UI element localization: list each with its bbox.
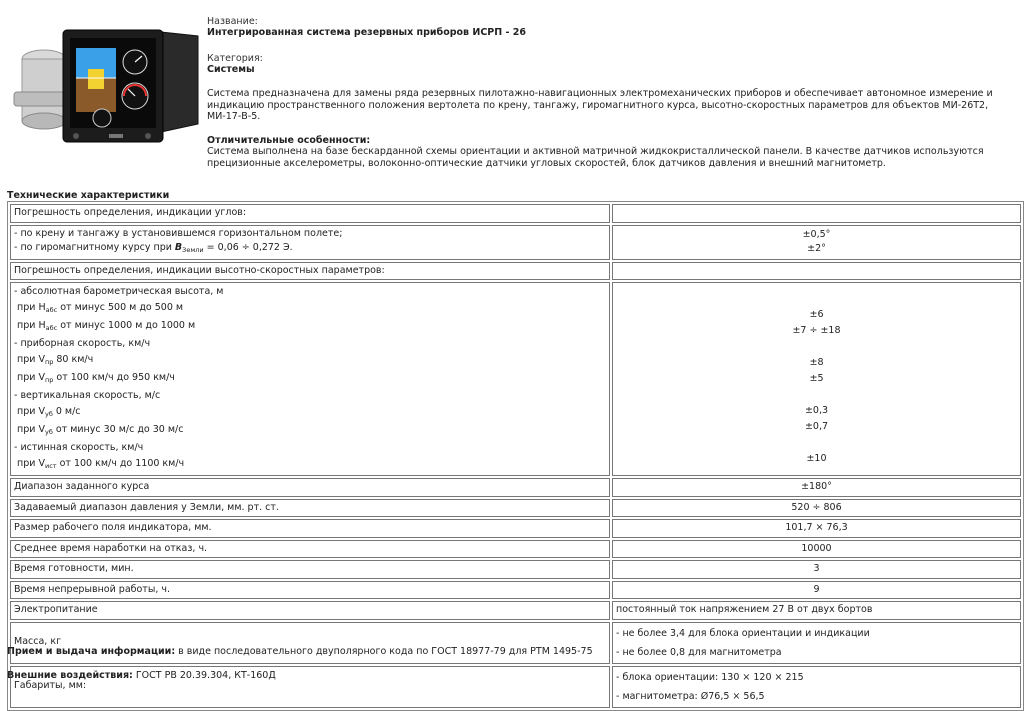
power-label: Электропитание [10,601,610,620]
product-description: Система предназначена для замены ряда резервных пилотажно-навигационных электромеханических приборов и обеспечивает автономное измерение и индикацию пространственного положения вертолета по крену, тангажу, гиромагнитного курса, высотно-скоростных параметров для объектов МИ-26Т2, МИ-17-В-5. [207,88,993,122]
product-name: Интегрированная система резервных приборов ИСРП - 26 [207,27,526,38]
mtbf-value: 10000 [612,540,1021,559]
category-block [207,53,1017,75]
vy2-value: ±0,7 [804,421,829,432]
vs-label: - вертикальная скорость, м/с [14,390,161,401]
table-row [10,282,1021,476]
h2-value: ±7 ÷ ±18 [792,325,841,336]
gyro-course-label: - по гиромагнитному курсу при $B_{Земли} = 0,06 \div 0,272$ Э. [14,242,293,254]
h2-label: при $H_{абс}$ от минус 1000 м до 1000 м [17,320,196,332]
io-line [7,646,593,657]
io-value: в виде последовательного двуполярного кода по ГОСТ 18977-79 для РТМ 1495-75 [175,646,593,657]
ext-label: Внешние воздействия: [7,670,133,681]
alt-speed-header: Погрешность определения, индикации высотно-скоростных параметров: [10,262,610,281]
roll-pitch-label: - по крену и тангажу в установившемся горизонтальном полете; [14,227,343,239]
v1-value: ±8 [809,357,824,368]
table-row [10,581,1021,600]
abs-alt-label: - абсолютная барометрическая высота, м [14,286,224,297]
gyro-course-value: ±2° [807,243,826,254]
vist-label: при $V_{ист}$ от 100 км/ч до 1100 км/ч [17,458,185,470]
mtbf-label: Среднее время наработки на отказ, ч. [10,540,610,559]
vist-value: ±10 [806,453,827,464]
mass-value-1: - не более 3,4 для блока ориентации и индикации [616,627,870,639]
dims-label: Габариты, мм: [10,666,610,708]
features-title: Отличительные особенности: [207,135,371,146]
features-text: Система выполнена на базе бескарданной схемы ориентации и активной матричной жидкокристаллической панели. В качестве датчиков используются прецизионные акселерометры, волоконно-оптические датчики угловых скоростей, блок датчиков давления и внешний магнитометр. [207,146,984,169]
mass-label: Масса, кг [10,622,610,664]
ext-value: ГОСТ РВ 20.39.304, КТ-160Д [132,670,276,681]
indicator-unit-image [63,30,198,142]
ready-value: 3 [612,560,1021,579]
table-row [10,519,1021,538]
h1-value: ±6 [809,309,824,320]
category-label: Категория: [207,53,263,64]
cont-label: Время непрерывной работы, ч. [10,581,610,600]
table-row [10,540,1021,559]
table-row [10,204,1021,223]
h1-label: при $H_{абс}$ от минус 500 м до 500 м [17,302,184,314]
v2-value: ±5 [809,373,824,384]
product-photo [6,14,202,164]
ready-label: Время готовности, мин. [10,560,610,579]
pressure-value: 520 ÷ 806 [612,499,1021,518]
roll-pitch-value: ±0,5° [802,228,831,240]
power-value: постоянный ток напряжением 27 В от двух бортов [612,601,1021,620]
io-label: Прием и выдача информации: [7,646,176,657]
dims-value-2: - магнитометра: Ø76,5 × 56,5 [616,690,765,702]
field-size-label: Размер рабочего поля индикатора, мм. [10,519,610,538]
course-range-value: ±180° [612,478,1021,497]
mass-value-2: - не более 0,8 для магнитометра [616,646,782,658]
angles-header: Погрешность определения, индикации углов: [10,204,610,223]
table-row [10,601,1021,620]
specs-title: Технические характеристики [7,190,170,201]
features-block [207,135,1017,169]
table-row [10,262,1021,281]
product-header [207,16,1017,38]
field-size-value: 101,7 × 76,3 [612,519,1021,538]
table-row [10,622,1021,664]
ext-line [7,670,276,681]
pressure-label: Задаваемый диапазон давления у Земли, мм. рт. ст. [10,499,610,518]
table-row [10,560,1021,579]
v2-label: при $V_{пр}$ от 100 км/ч до 950 км/ч [17,372,175,384]
tas-label: - истинная скорость, км/ч [14,442,144,453]
v1-label: при $V_{пр}$ 80 км/ч [17,354,94,366]
vy1-label: при $V_{уб}$ 0 м/с [17,406,81,418]
ias-label: - приборная скорость, км/ч [14,338,151,349]
table-row [10,225,1021,260]
dims-value-1: - блока ориентации: 130 × 120 × 215 [616,671,804,683]
table-row [10,499,1021,518]
name-label: Название: [207,16,258,27]
specs-table [7,201,1024,711]
category-value: Системы [207,64,255,75]
course-range-label: Диапазон заданного курса [10,478,610,497]
vy2-label: при $V_{уб}$ от минус 30 м/с до 30 м/с [17,424,184,436]
table-row [10,478,1021,497]
vy1-value: ±0,3 [804,405,829,416]
cont-value: 9 [612,581,1021,600]
